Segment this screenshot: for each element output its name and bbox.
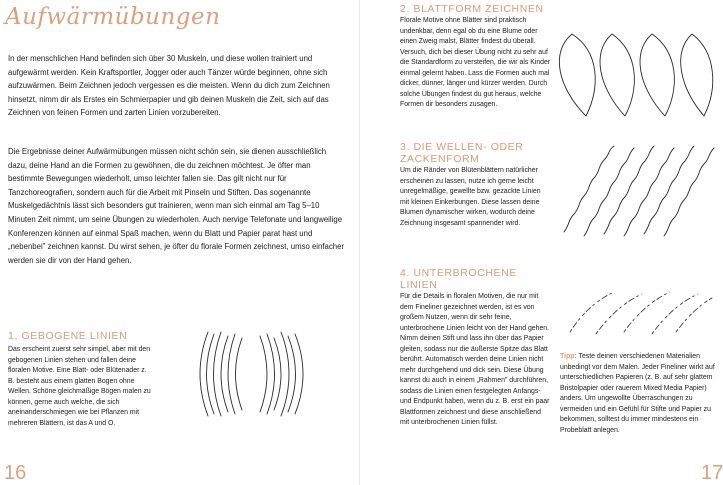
arc-right-6	[295, 334, 303, 414]
section-1-text: Das erscheint zuerst sehr simpel, aber mit den gebogenen Linien stehen und fallen deine floralen Motive. Eine Blatt- oder Blütenader z. B. besteht aus einem glatten Bogen ohne Wellen. Schöne gleichmäßige Bögen malen zu können, gerne auch welche, die sich aneinanderschmiegen wie bei Pflanzen mit mehreren Blättern, ist das A und O.	[8, 346, 151, 427]
wavy-line-3	[604, 146, 654, 234]
section-2-title: 2. BLATTFORM ZEICHNEN	[400, 3, 544, 15]
section-4-text: Für die Details in floralen Motiven, die nur mit dem Fineliner gezeichnet werden, ist es von großem Nutzen, wenn dir sehr feine, unterbrochene Linien leicht von der Hand gehen. Nimm deinen Stift und lass ihn über das Papier gleiten, sodass nur die äußerste Spitze das Blatt berührt. Automatisch werden deine Linien nicht mehr durchgehend und dick sein. Diese Übung kannst du auch in einem „Rahmen" durchführen, sodass die Linien einen festgelegten Anfangs- und Endpunkt haben, wenn du z. B. erst ein paar Blattformen zeichnest und diese anschließend mit unterbrochenen Linien füllst.	[400, 293, 550, 426]
wavy-line-5	[644, 146, 694, 234]
leaf-shapes-illustration	[560, 30, 716, 122]
broken-line-1	[570, 292, 614, 332]
arc-left-5	[228, 334, 235, 414]
intro-paragraph-2: Die Ergebnisse deiner Aufwärmübungen müssen nicht schön sein, sie dienen ausschließlich dazu, deine Hand an die Formen zu gewöhnen, die du zeichnen möchtest. Je öfter man bestimmte Bewegungen wiederholt, umso leichter fallen sie. Das gilt nicht nur für Tanzchoreografien, sondern auch für die Arbeit mit Pinseln und Stiften. Das sogenannte Muskelgedächtnis lässt sich besonders gut trainieren, wenn man sich einmal am Tag 5–10 Minuten Zeit nimmt, um seine Übungen zu wiederholen. Auch nervige Telefonate und langweilige Konferenzen können auf einmal Spaß machen, wenn du Blatt und Papier parat hast und „nebenbei" zeichnen kannst. Du wirst sehen, je öfter du florale Formen zeichnest, umso einfacher werden sie dir von der Hand gehen.	[8, 147, 345, 265]
broken-lines-illustration	[566, 286, 716, 338]
leaf-shape-4	[681, 34, 713, 116]
leaf-shape-3	[640, 34, 674, 116]
leaf-shape-2	[600, 34, 634, 116]
arc-left-2	[207, 334, 215, 414]
arc-left-6	[236, 338, 243, 410]
section-1-title: 1. GEBOGENE LINIEN	[8, 330, 128, 342]
section-3-title: 3. DIE WELLEN- ODER ZACKENFORM	[400, 141, 524, 165]
page-number-right: 17	[701, 462, 723, 484]
tip-label: Tipp:	[560, 353, 577, 360]
arc-right-2	[267, 334, 275, 414]
wavy-line-6	[664, 148, 714, 236]
section-3-text: Um die Ränder von Blütenblättern natürlicher erscheinen zu lassen, nutze ich gerne leicht unregelmäßige, gewellte bzw. gezackte Linien mit kleinen Einkerbungen. Diese lassen deine Blumen dynamischer wirken, wodurch deine Zeichnung insgesamt spannender wird.	[400, 167, 541, 227]
arc-right-3	[274, 338, 281, 410]
wavy-line-4	[624, 148, 674, 236]
broken-line-3	[624, 292, 670, 332]
section-4-title: 4. UNTERBROCHENE LINIEN	[400, 267, 517, 291]
wavy-lines-illustration	[560, 140, 720, 240]
wavy-line-1	[564, 146, 614, 232]
broken-line-5	[676, 298, 712, 332]
intro-paragraph-1: In der menschlichen Hand befinden sich über 30 Muskeln, und diese wollen trainiert und aufgewärmt werden. Kein Kraftsportler, Jogger oder auch Tänzer würde beginnen, ohne sich aufzuwärmen. Beim Zeichnen jedoch vergessen es die meisten. Wenn du dich zum Zeichnen hinsetzt, nimm dir als Erstes ein Schmierpapier und gib deinen Muskeln die Zeit, sich auf das Zeichnen von feinen Formen und zarten Linien vorzubereiten.	[8, 54, 330, 118]
curved-lines-illustration	[190, 328, 320, 420]
page-title: Aufwärmübungen	[5, 4, 221, 30]
tip-text: Teste deinen verschiedenen Materialien unbedingt vor dem Malen. Jeder Fineliner wirkt auf unterschiedlichen Papieren (z. B. auf sehr glattem Bristolpapier oder rauerem Mixed Media Papier) anders. Um ungewollte Überraschungen zu vermeiden und ein Gefühl für Stifte und Papier zu bekommen, solltest du immer mindestens ein Probeblatt anlegen.	[560, 353, 715, 434]
arc-right-4	[281, 332, 289, 416]
page-number-left: 16	[4, 462, 27, 484]
wavy-line-2	[584, 148, 634, 236]
leaf-shape-1	[559, 34, 595, 116]
arc-left-3	[214, 332, 222, 416]
arc-left-4	[221, 336, 228, 412]
arc-right-1	[260, 336, 267, 412]
section-2-text: Florale Motive ohne Blätter sind praktisch undenkbar, denn egal ob du eine Blume oder einen Zweig malst, Blätter findest du überall. Versuch, dich bei dieser Übung nicht zu sehr auf die Standardform zu versteifen, die wir als Kinder einmal gelernt haben. Lass die Formen auch mal dicker, dünner, länger und kürzer werden. Durch solche Übungen findest du gut heraus, welche Formen dir besonders zusagen.	[400, 17, 551, 108]
broken-line-2	[596, 294, 642, 334]
tip-box	[560, 352, 718, 436]
